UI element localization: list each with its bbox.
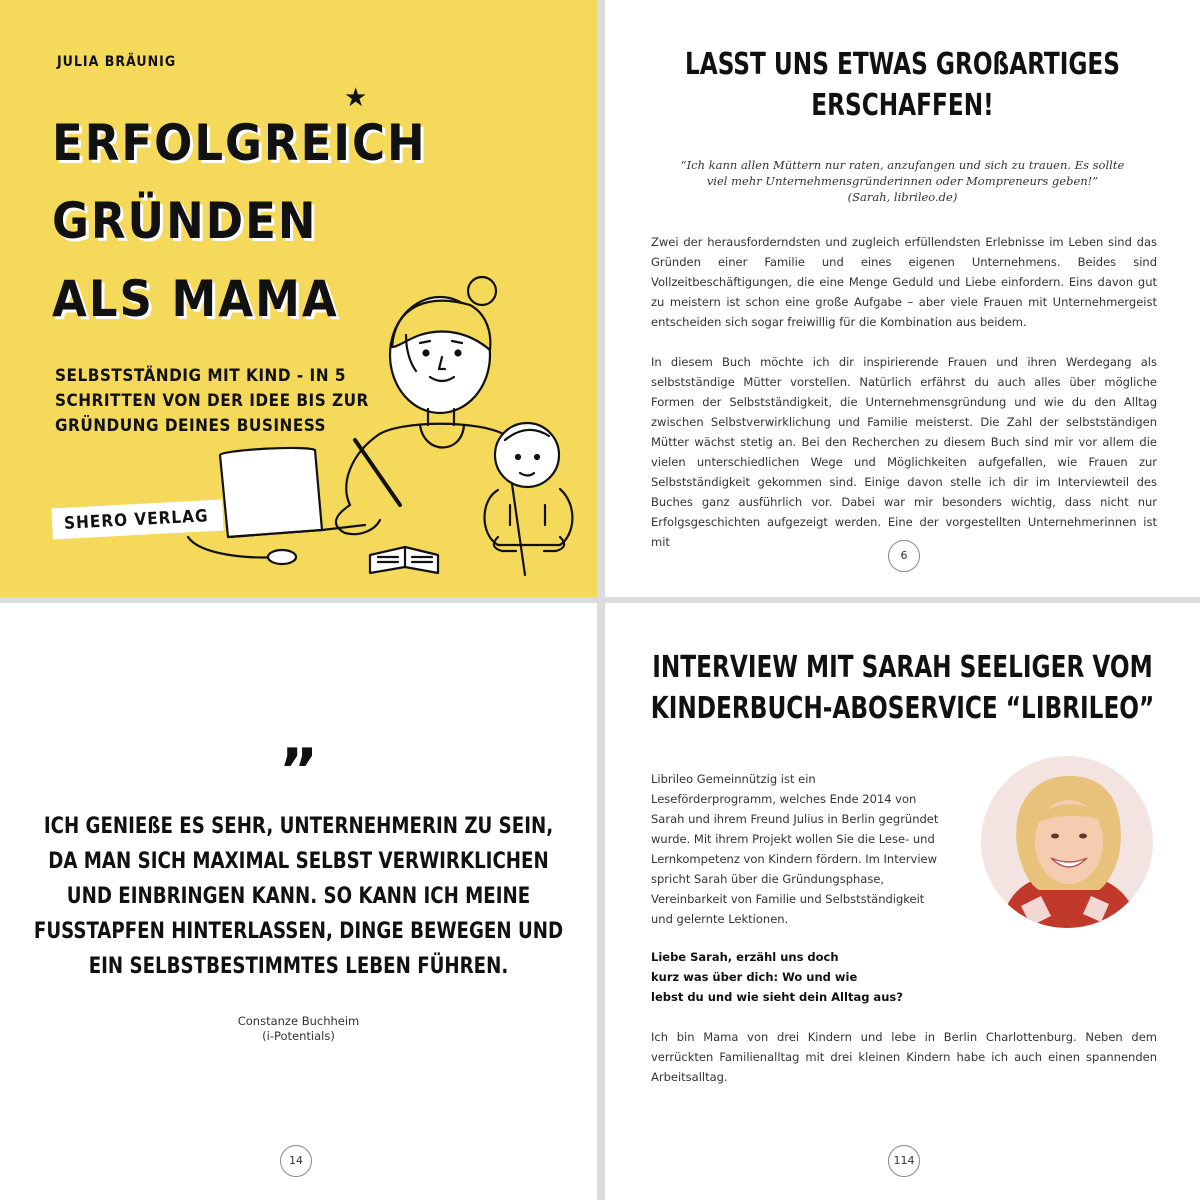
heading-line: ERSCHAFFEN! <box>811 88 994 123</box>
page-6-heading <box>647 44 1159 126</box>
page-6-quote <box>665 157 1140 205</box>
page-6 <box>605 0 1200 597</box>
quote-line: DA MAN SICH MAXIMAL SELBST VERWIRKLICHEN <box>48 849 549 874</box>
cover-title-line: ALS MAMA <box>52 270 339 328</box>
quote-line: FUSSTAPFEN HINTERLASSEN, DINGE BEWEGEN UND <box>33 919 564 944</box>
publisher-label: SHERO VERLAG <box>51 500 223 540</box>
page-114 <box>605 603 1200 1200</box>
page-number: 114 <box>888 1145 920 1177</box>
quote-line: viel mehr Unternehmensgründerinnen oder Mompreneurs geben!” <box>706 174 1099 188</box>
quote-line: ICH GENIEßE ES SEHR, UNTERNEHMERIN ZU SEIN, <box>43 814 554 839</box>
page-114-heading <box>647 647 1159 729</box>
heading-line: LASST UNS ETWAS GROßARTIGES <box>684 47 1121 82</box>
attribution-name: Constanze Buchheim <box>237 1014 360 1028</box>
cover-subtitle-line: SCHRITTEN VON DER IDEE BIS ZUR <box>55 391 369 411</box>
heading-line: INTERVIEW MIT SARAH SEELIGER VOM <box>652 650 1153 685</box>
quote-mark-icon: ” <box>278 736 319 806</box>
heading-line: KINDERBUCH-ABOSERVICE “LIBRILEO” <box>650 691 1155 726</box>
interview-intro: Librileo Gemeinnützig ist ein Leseförderprogramm, welches Ende 2014 von Sarah und ihrem Freund Julius in Berlin gegründet wurde. Mit ihrem Projekt wollen Sie die Lese- und Lernkompetenz von Kindern fördern. Im Interview spricht Sarah über die Gründungsphase, Vereinbarkeit von Familie und Selbstständigkeit und gelernte Lektionen. <box>651 772 939 926</box>
quote-source: (Sarah, librileo.de) <box>847 190 958 204</box>
cover-author: JULIA BRÄUNIG <box>57 54 177 70</box>
cover-title-line: ERFOLGREICH <box>52 114 427 172</box>
question-line: kurz was über dich: Wo und wie <box>651 970 858 984</box>
cover-subtitle-line: SELBSTSTÄNDIG MIT KIND - IN 5 <box>55 366 346 386</box>
page-14 <box>0 603 597 1200</box>
quote-line: “Ich kann allen Müttern nur raten, anzufangen und sich zu trauen. Es sollte <box>680 158 1125 172</box>
quote-line: EIN SELBSTBESTIMMTES LEBEN FÜHREN. <box>88 954 509 979</box>
mother-baby-laptop-illustration <box>180 275 590 585</box>
interview-answer: Ich bin Mama von drei Kindern und lebe in Berlin Charlottenburg. Neben dem verrückten Familienalltag mit drei kleinen Kindern habe ich auch einen spannenden Arbeitsalltag. <box>651 1030 1157 1084</box>
sarah-portrait-photo <box>981 756 1153 928</box>
page-6-paragraph-2: In diesem Buch möchte ich dir inspirierende Frauen und ihren Werdegang als selbstständige Mütter vorstellen. Natürlich erfährst du auch alles über mögliche Formen der Selbstständigkeit, die Unternehmensgründung und wie du den Alltag zwischen Selbstverwirklichung und Familie meisterst. Die Zahl der selbstständigen Mütter wächst stetig an. Bei den Recherchen zu diesem Buch sind mir vor allem die vielen unterschiedlichen Wege und Möglichkeiten aufgefallen, wie Frauen zur Selbstständigkeit gekommen sind. Einige davon stelle ich dir im Interviewteil des Buches ganz ausführlich vor. Dabei war mir besonders wichtig, dass nicht nur Erfolgsgeschichten aufgezeigt werden. Eine der vorgestellten Unternehmerinnen ist mit <box>651 355 1157 549</box>
page-6-paragraph-1: Zwei der herausforderndsten und zugleich erfüllendsten Erlebnisse im Leben sind das Gründen einer Familie und eines eigenen Unternehmens. Beides sind Vollzeitbeschäftigungen, die eine Menge Geduld und Liebe einfordern. Eins davon gut zu meistern ist schon eine große Aufgabe – aber viele Frauen mit Unternehmergeist entscheiden sich sogar freiwillig für die Kombination aus beidem. <box>651 235 1157 329</box>
star-icon: ★ <box>344 82 368 112</box>
interview-question <box>651 947 951 1007</box>
quote-attribution <box>0 1014 597 1044</box>
cover-title-line: GRÜNDEN <box>52 192 318 250</box>
book-cover <box>0 0 597 597</box>
page-number: 6 <box>888 540 920 572</box>
quote-line: UND EINBRINGEN KANN. SO KANN ICH MEINE <box>66 884 531 909</box>
attribution-company: (i-Potentials) <box>262 1029 335 1043</box>
question-line: lebst du und wie sieht dein Alltag aus? <box>651 990 903 1004</box>
page-14-quote <box>24 809 573 984</box>
question-line: Liebe Sarah, erzähl uns doch <box>651 950 839 964</box>
portrait-illustration <box>981 756 1153 928</box>
cover-subtitle-line: GRÜNDUNG DEINES BUSINESS <box>55 416 327 436</box>
page-number: 14 <box>280 1145 312 1177</box>
